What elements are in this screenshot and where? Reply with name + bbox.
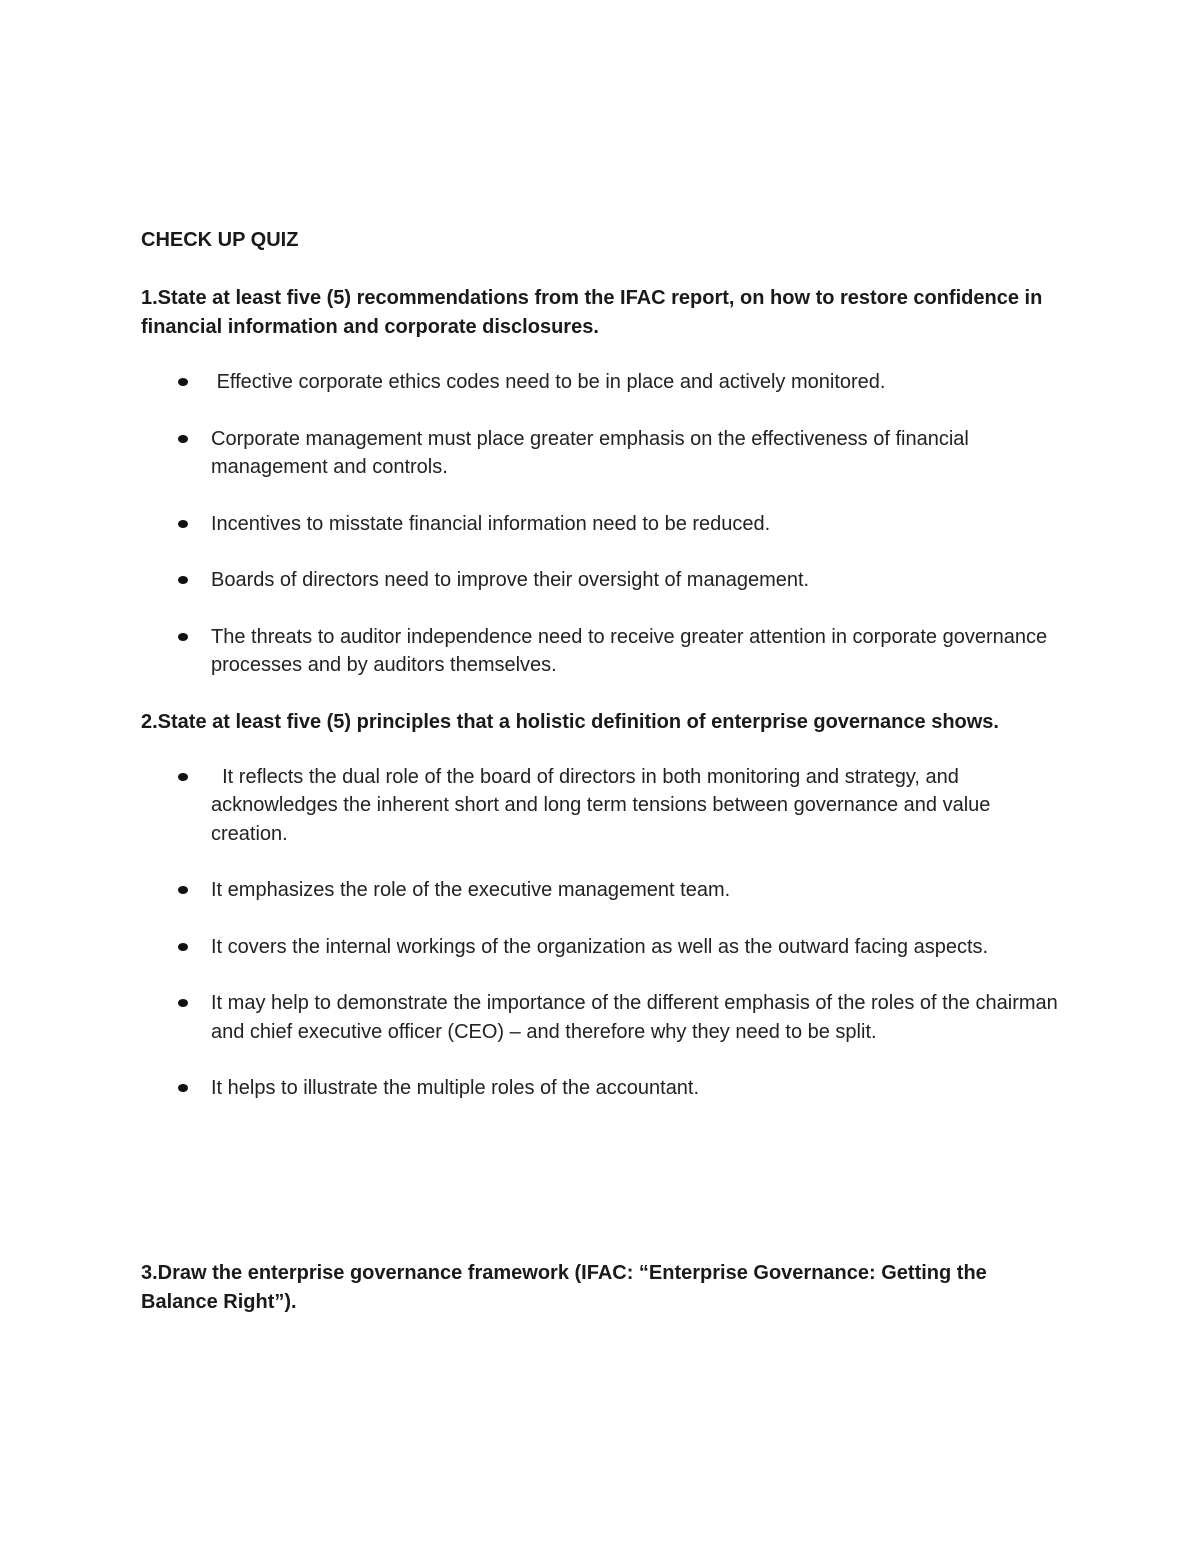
bullet-icon	[178, 520, 188, 528]
answer-text: Boards of directors need to improve their oversight of management.	[211, 569, 810, 591]
answer-text: It helps to illustrate the multiple roles of the accountant.	[211, 1077, 700, 1099]
list-item	[141, 368, 1061, 397]
page-title: CHECK UP QUIZ	[141, 229, 299, 251]
bullet-icon	[178, 576, 188, 584]
bullet-icon	[178, 633, 188, 641]
bullet-icon	[178, 1084, 188, 1092]
question-2: 2.State at least five (5) principles that a holistic definition of enterprise governance shows.	[141, 710, 999, 733]
answer-text: It covers the internal workings of the organization as well as the outward facing aspects.	[211, 935, 989, 958]
bullet-icon	[178, 378, 188, 386]
list-item	[141, 1074, 1061, 1103]
answer-text: It reflects the dual role of the board of directors in both monitoring and strategy, and acknowledges the inherent short and long term tensions between governance and value creation.	[211, 765, 996, 845]
bullet-icon	[178, 886, 188, 894]
list-item	[141, 933, 1061, 962]
document-page	[141, 226, 1061, 1343]
list-item	[141, 425, 1061, 482]
question-1: 1.State at least five (5) recommendations from the IFAC report, on how to restore confidence in financial information and corporate disclosures.	[141, 287, 1043, 338]
answer-list-1	[141, 368, 1061, 680]
answer-text: It emphasizes the role of the executive management team.	[211, 879, 731, 901]
bullet-icon	[178, 999, 188, 1007]
list-item	[141, 763, 1061, 849]
list-item	[141, 623, 1061, 680]
answer-text: The threats to auditor independence need to receive greater attention in corporate governance processes and by auditors themselves.	[211, 625, 1048, 676]
answer-text: Corporate management must place greater emphasis on the effectiveness of financial management and controls.	[211, 427, 969, 478]
bullet-icon	[178, 435, 188, 443]
answer-list-2	[141, 763, 1061, 1103]
question-3: 3.Draw the enterprise governance framework (IFAC: “Enterprise Governance: Getting the Balance Right”).	[141, 1261, 987, 1313]
bullet-icon	[178, 773, 188, 781]
list-item	[141, 876, 1061, 905]
answer-text: It may help to demonstrate the importance of the different emphasis of the roles of the chairman and chief executive officer (CEO) – and therefore why they need to be split.	[211, 992, 1058, 1043]
list-item	[141, 989, 1061, 1046]
answer-text: Incentives to misstate financial information need to be reduced.	[211, 512, 771, 535]
list-item	[141, 566, 1061, 595]
list-item	[141, 510, 1061, 539]
answer-text: Effective corporate ethics codes need to be in place and actively monitored.	[211, 371, 886, 393]
bullet-icon	[178, 943, 188, 951]
